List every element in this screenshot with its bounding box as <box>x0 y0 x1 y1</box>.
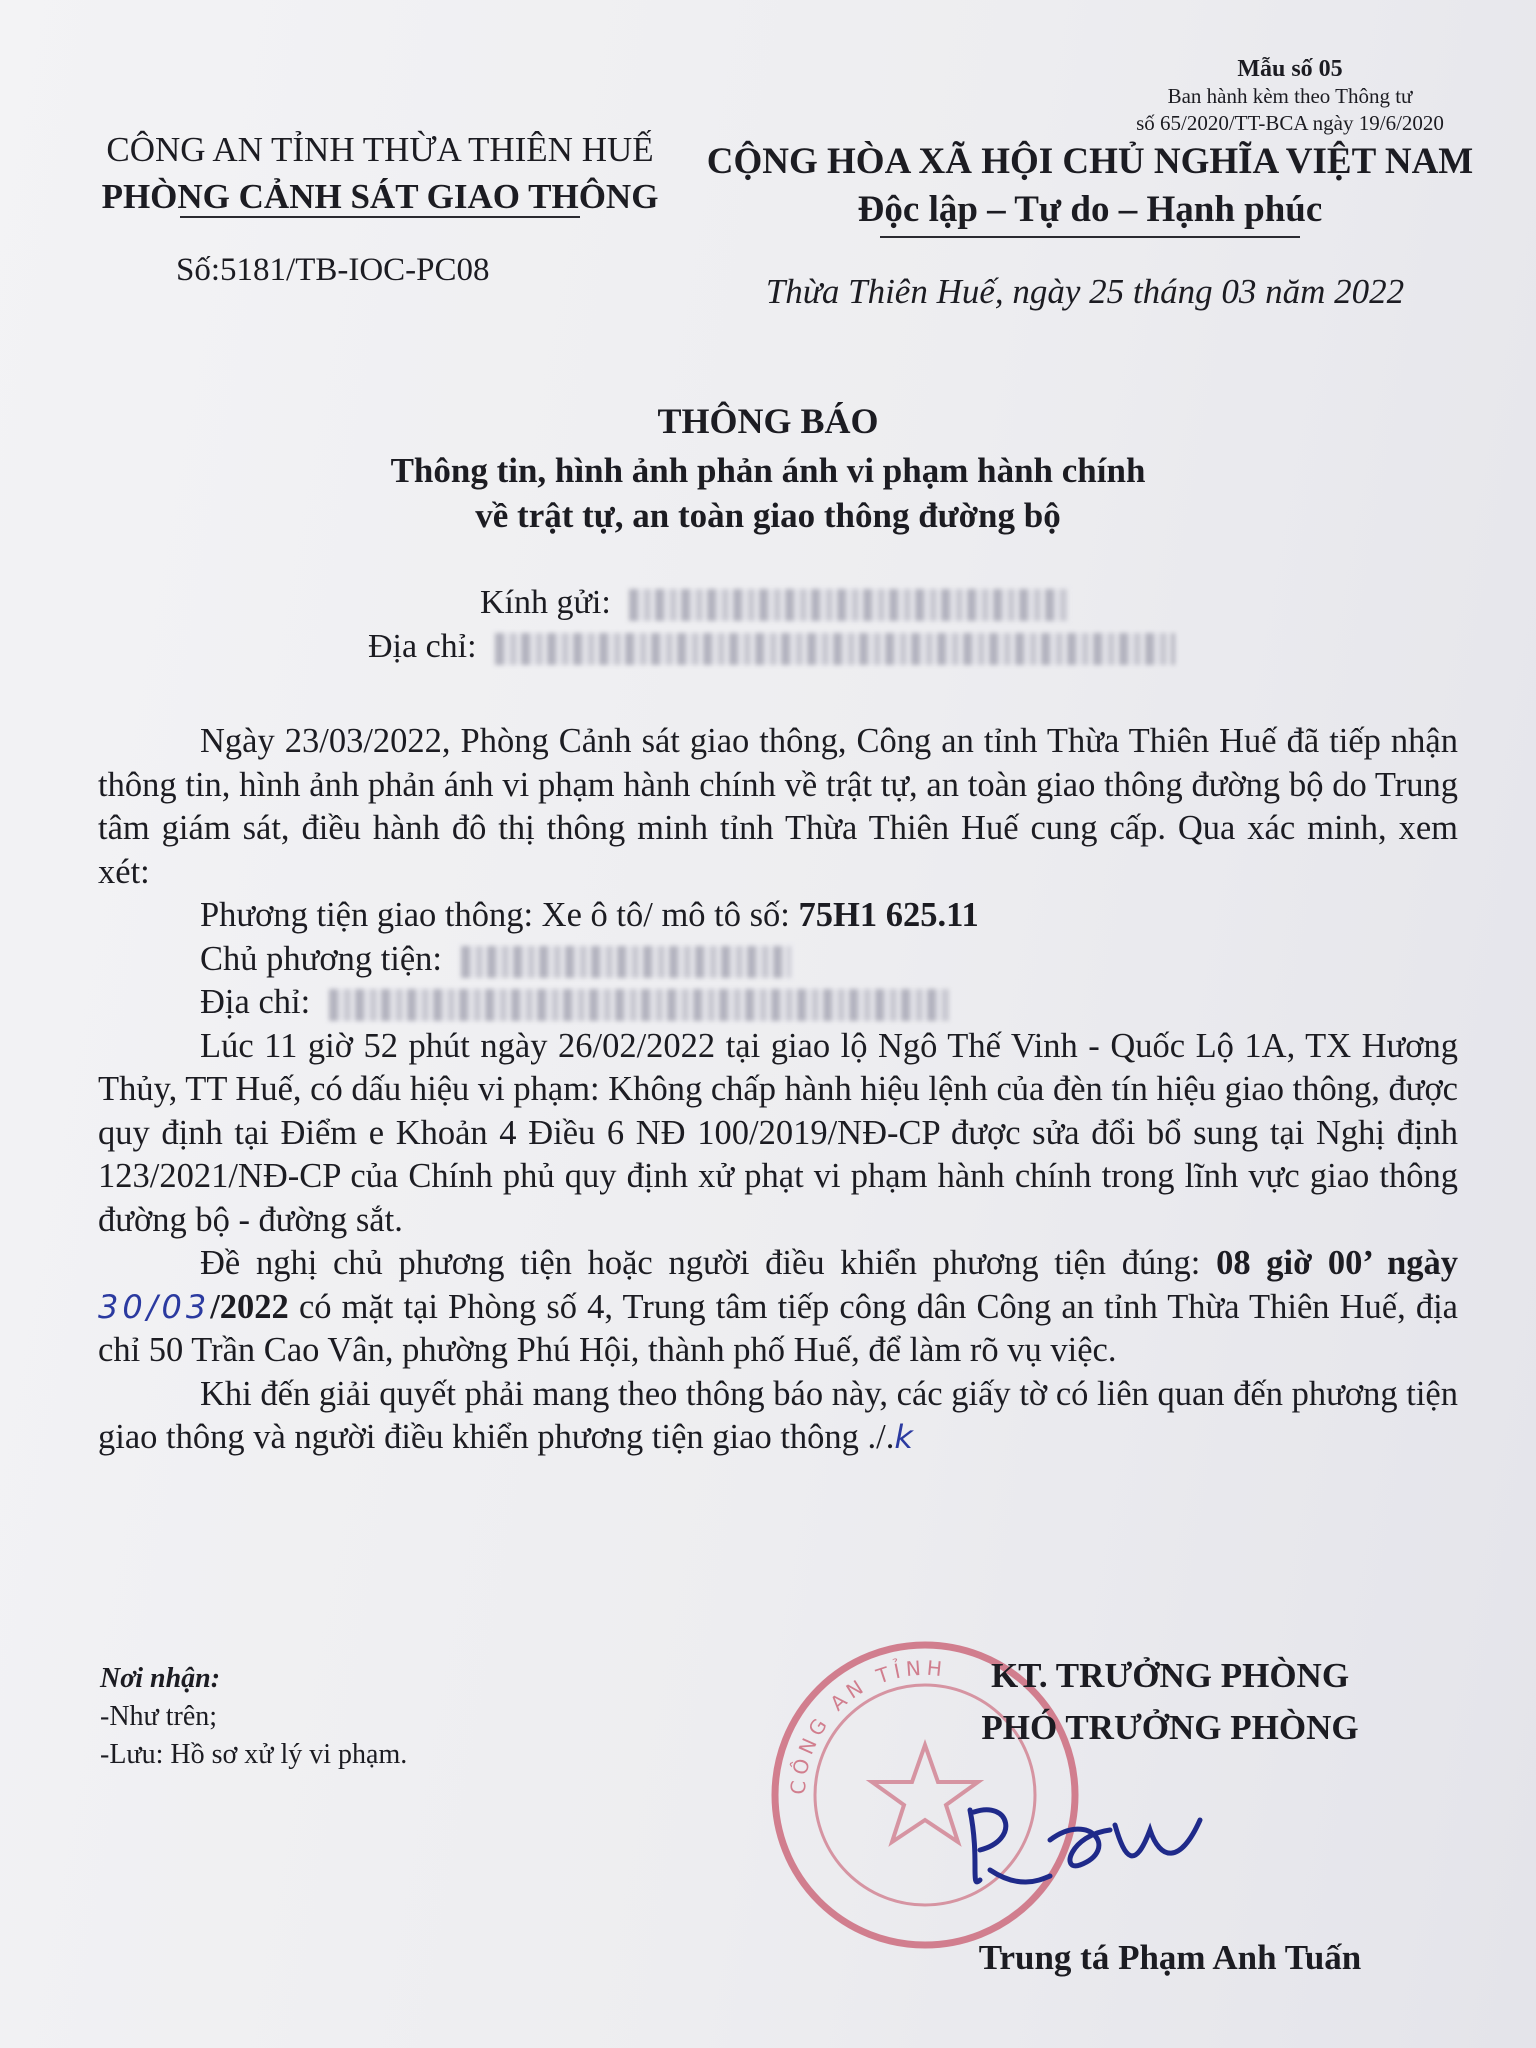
paragraph-appointment: Đề nghị chủ phương tiện hoặc người điều khiển phương tiện đúng: 08 giờ 00’ ngày 30/03/2022 có mặt tại Phòng số 4, Trung tâm tiếp công dân Công an tỉnh Thừa Thiên Huế, địa chỉ 50 Trần Cao Vân, phường Phú Hội, thành phố Huế, để làm rõ vụ việc. <box>98 1244 1459 1369</box>
redacted-recipient-address <box>495 633 1175 665</box>
vehicle-line <box>98 894 1458 938</box>
handwritten-mark: k <box>894 1418 917 1456</box>
place-date: Thừa Thiên Huế, ngày 25 tháng 03 năm 2022 <box>765 272 1405 311</box>
handwritten-day: 30 <box>98 1287 147 1326</box>
document-subtitle <box>100 448 1436 538</box>
motto-underline <box>880 236 1300 238</box>
license-plate: 75H1 625.11 <box>798 896 979 934</box>
paragraph-violation: Lúc 11 giờ 52 phút ngày 26/02/2022 tại giao lộ Ngô Thế Vinh - Quốc Lộ 1A, TX Hương Thủy, TT Huế, có dấu hiệu vi phạm: Không chấp hành hiệu lệnh của đèn tín hiệu giao thông, được quy định tại Điểm e Khoản 4 Điều 6 NĐ 100/2019/NĐ-CP được sửa đổi bổ sung tại Nghị định 123/2021/NĐ-CP của Chính phủ quy định xử phạt vi phạm hành chính trong lĩnh vực giao thông đường bộ - đường sắt. <box>98 1026 1458 1239</box>
agency-line2: PHÒNG CẢNH SÁT GIAO THÔNG <box>101 177 659 216</box>
redacted-owner-name <box>461 946 791 978</box>
agency-header <box>40 126 720 220</box>
redacted-recipient-name <box>629 589 1069 621</box>
agency-underline <box>180 216 580 218</box>
appointment-intro: Đề nghị chủ phương tiện hoặc người điều khiển phương tiện đúng: <box>200 1244 1201 1282</box>
signature-title2: PHÓ TRƯỞNG PHÒNG <box>981 1708 1359 1747</box>
form-issued-line2: số 65/2020/TT-BCA ngày 19/6/2020 <box>1136 111 1444 135</box>
recipient-to-label: Kính gửi: <box>480 584 611 621</box>
paragraph-closing <box>98 1373 1458 1460</box>
recipients-item1: -Như trên; <box>100 1701 218 1732</box>
recipient-to <box>480 584 1069 622</box>
owner-line <box>98 938 1458 982</box>
vehicle-label: Phương tiện giao thông: Xe ô tô/ mô tô số: <box>200 896 790 934</box>
document-number: Số:5181/TB-IOC-PC08 <box>176 252 490 288</box>
document-body <box>98 720 1458 1460</box>
recipient-address-label: Địa chỉ: <box>368 628 477 665</box>
country-motto: Độc lập – Tự do – Hạnh phúc <box>857 189 1323 230</box>
subtitle-line2: về trật tự, an toàn giao thông đường bộ <box>475 496 1061 535</box>
appointment-time: 08 giờ 00’ ngày <box>1216 1244 1459 1282</box>
stamp-text: CÔNG AN TỈNH <box>785 1655 948 1796</box>
country-line1: CỘNG HÒA XÃ HỘI CHỦ NGHĨA VIỆT NAM <box>706 141 1474 182</box>
agency-line1: CÔNG AN TỈNH THỪA THIÊN HUẾ <box>106 130 654 169</box>
redacted-owner-address <box>329 989 949 1021</box>
document-title: THÔNG BÁO <box>657 401 879 441</box>
owner-address-line <box>98 981 1458 1025</box>
signature-title1: KT. TRƯỞNG PHÒNG <box>990 1656 1350 1695</box>
subtitle-line1: Thông tin, hình ảnh phản ánh vi phạm hành chính <box>390 451 1146 490</box>
owner-label: Chủ phương tiện: <box>200 939 443 978</box>
recipient-address <box>368 628 1175 666</box>
appointment-rest: có mặt tại Phòng số 4, Trung tâm tiếp công dân Công an tỉnh Thừa Thiên Huế, địa chỉ 50 Trần Cao Vân, phường Phú Hội, thành phố Huế, để làm rõ vụ việc. <box>98 1287 1458 1369</box>
owner-address-label: Địa chỉ: <box>200 983 311 1021</box>
recipients-item2: -Lưu: Hồ sơ xử lý vi phạm. <box>100 1739 408 1770</box>
signer-name: Trung tá Phạm Anh Tuấn <box>978 1938 1362 1977</box>
handwritten-month: 03 <box>161 1287 211 1326</box>
form-number: Mẫu số 05 <box>1237 56 1343 82</box>
appointment-year: /2022 <box>210 1287 289 1326</box>
country-header <box>690 138 1490 234</box>
signature-block <box>870 1650 1470 1754</box>
form-number-block <box>1100 56 1480 137</box>
closing-text: Khi đến giải quyết phải mang theo thông báo này, các giấy tờ có liên quan đến phương tiện giao thông và người điều khiển phương tiện giao thông ./. <box>98 1374 1458 1456</box>
form-issued-line1: Ban hành kèm theo Thông tư <box>1167 84 1413 108</box>
recipients-label: Nơi nhận: <box>100 1663 221 1694</box>
paragraph-intro: Ngày 23/03/2022, Phòng Cảnh sát giao thông, Công an tỉnh Thừa Thiên Huế đã tiếp nhận thông tin, hình ảnh phản ánh vi phạm hành chính về trật tự, an toàn giao thông đường bộ do Trung tâm giám sát, điều hành đô thị thông minh tỉnh Thừa Thiên Huế cung cấp. Qua xác minh, xem xét: <box>98 722 1458 891</box>
recipients-block <box>100 1660 407 1774</box>
handwritten-signature-icon <box>950 1780 1250 1900</box>
